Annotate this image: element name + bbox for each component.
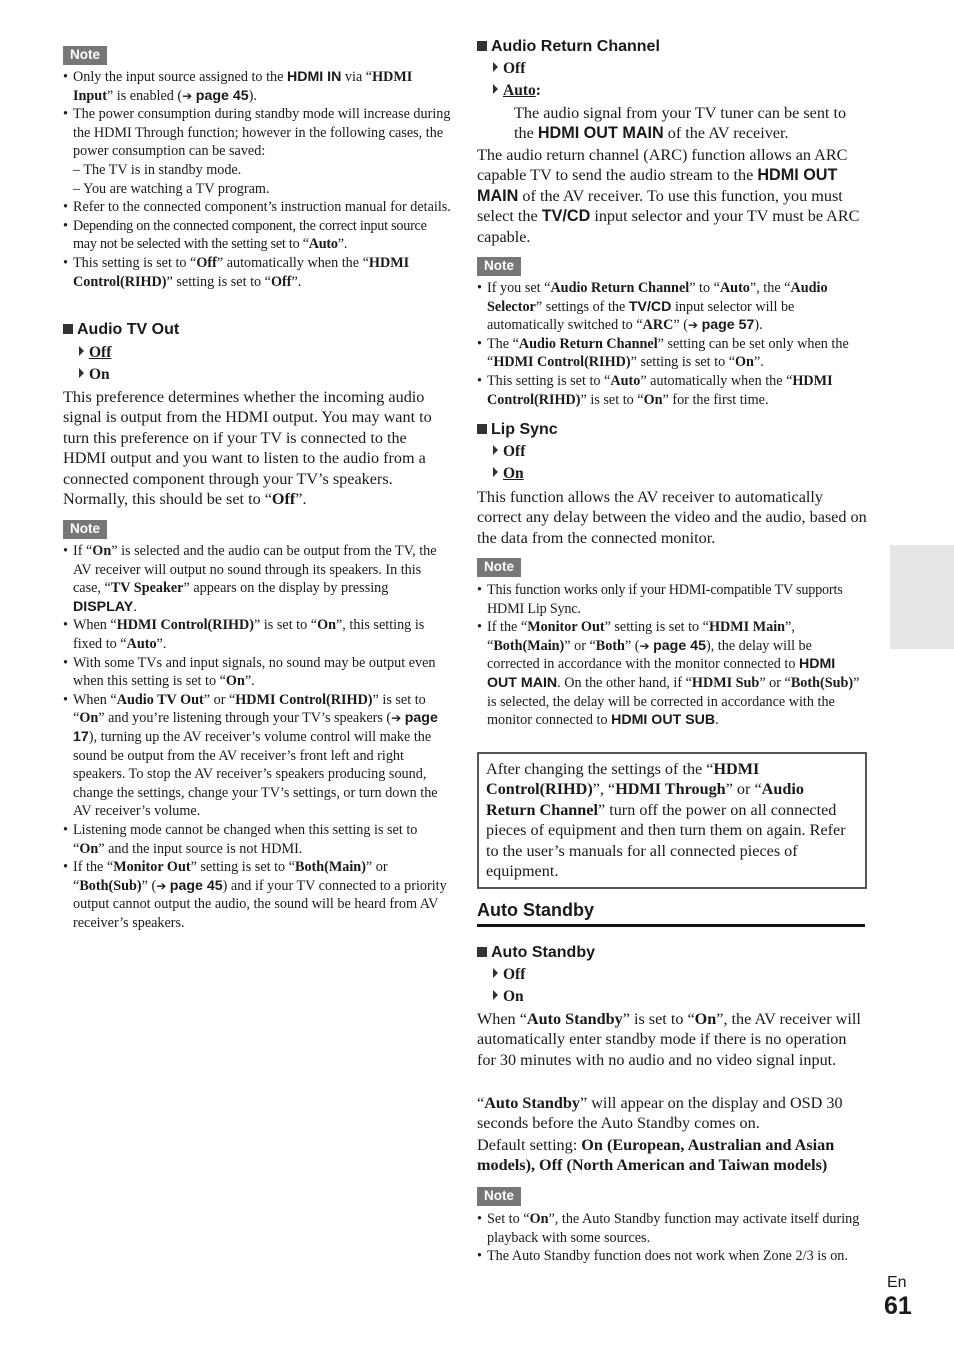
language-label: En xyxy=(887,1274,907,1291)
side-tab xyxy=(890,545,954,649)
list-item: • Set to “On”, the Auto Standby function may activate itself during playback with some sources. xyxy=(477,1210,867,1247)
option-on: On xyxy=(493,463,525,485)
option-off: Off xyxy=(493,441,525,463)
note-badge: Note xyxy=(63,520,107,539)
arc-body: The audio return channel (ARC) function allows an ARC capable TV to send the audio stream to the HDMI OUT MAIN of the AV receiver. To use this function, you must select the TV/CD input selector and your TV must be ARC capable. xyxy=(477,146,860,246)
option-off: Off xyxy=(493,964,525,986)
list-item: • If “On” is selected and the audio can be output from the TV, the AV receiver will output no sound through its speakers. In this case, “TV Speaker” appears on the display by pressing DISPLAY. xyxy=(63,542,451,616)
list-item: • Only the input source assigned to the HDMI IN via “HDMI Input” is enabled (➔ page 45). xyxy=(63,68,451,105)
section-title: Auto Standby xyxy=(477,898,865,927)
option-on: On xyxy=(493,986,525,1008)
page-number: 61 xyxy=(884,1292,912,1320)
audio-tv-out-body: This preference determines whether the incoming audio signal is output from the HDMI output. You may want to turn this preference on if your TV is connected to the HDMI output and you want to listen to the audio from a connected component through your TV’s speakers. Normally, this should be set to “Off”. xyxy=(63,388,432,509)
note-badge: Note xyxy=(63,46,107,65)
list-item: • When “Audio TV Out” or “HDMI Control(RIHD)” is set to “On” and you’re listening through your TV’s speakers (➔ page 17), turning up the AV receiver’s volume control will make the sound be output from the AV receiver’s front left and right speakers. To stop the AV receiver’s speakers producing sound, change the settings, change your TV’s settings, or turn down the AV receiver’s volume. xyxy=(63,691,451,821)
lip-sync-heading: Lip Sync xyxy=(477,420,558,440)
list-item: • This setting is set to “Off” automatically when the “HDMI Control(RIHD)” setting is set to “Off”. xyxy=(63,254,451,291)
list-item: • If you set “Audio Return Channel” to “Auto”, the “Audio Selector” settings of the TV/CD input selector will be automatically switched to “ARC” (➔ page 57). xyxy=(477,279,867,335)
note-list-1 xyxy=(63,68,451,291)
list-item: • This setting is set to “Auto” automatically when the “HDMI Control(RIHD)” is set to “On” for the first time. xyxy=(477,372,867,409)
list-item: – The TV is in standby mode. xyxy=(73,161,242,178)
note-list-3 xyxy=(477,279,867,409)
list-item: • The “Audio Return Channel” setting can be set only when the “HDMI Control(RIHD)” setting is set to “On”. xyxy=(477,335,867,372)
list-item: • If the “Monitor Out” setting is set to “Both(Main)” or “Both(Sub)” (➔ page 45) and if your TV connected to a priority output cannot output the audio, the sound will be heard from AV receiver’s speakers. xyxy=(63,858,451,932)
list-item: • Depending on the connected component, the correct input source may not be selected with the setting set to “Auto”. xyxy=(63,217,451,254)
note-list-2 xyxy=(63,542,451,932)
note-badge: Note xyxy=(477,558,521,577)
option-off: Off xyxy=(79,342,111,364)
arc-heading: Audio Return Channel xyxy=(477,37,660,57)
list-item: • The power consumption during standby mode will increase during the HDMI Through function; however in the following cases, the power consumption can be saved: xyxy=(63,105,451,161)
lip-sync-body: This function allows the AV receiver to automatically correct any delay between the video and the audio, based on the data from the connected monitor. xyxy=(477,488,867,547)
note-list-4 xyxy=(477,581,867,730)
option-auto: Auto: xyxy=(493,80,541,102)
list-item: • Refer to the connected component’s instruction manual for details. xyxy=(63,198,451,217)
note-list-5 xyxy=(477,1210,867,1266)
option-on: On xyxy=(79,364,111,386)
auto-standby-body-2: “Auto Standby” will appear on the display and OSD 30 seconds before the Auto Standby comes on. xyxy=(477,1094,843,1133)
arc-auto-desc: The audio signal from your TV tuner can be sent to the HDMI OUT MAIN of the AV receiver. xyxy=(514,104,847,143)
note-badge: Note xyxy=(477,1187,521,1206)
auto-standby-body: When “Auto Standby” is set to “On”, the AV receiver will automatically enter standby mode if there is no operation for 30 minutes with no audio and no video signal input. xyxy=(477,1010,861,1069)
list-item: • Listening mode cannot be changed when this setting is set to “On” and the input source is not HDMI. xyxy=(63,821,451,858)
audio-tv-out-heading: Audio TV Out xyxy=(63,320,179,340)
auto-standby-heading: Auto Standby xyxy=(477,943,595,963)
list-item: • If the “Monitor Out” setting is set to “HDMI Main”, “Both(Main)” or “Both” (➔ page 45), the delay will be corrected in accordance with the monitor connected to HDMI OUT MAIN. On the other hand, if “HDMI Sub” or “Both(Sub)” is selected, the delay will be corrected in accordance with the monitor connected to HDMI OUT SUB. xyxy=(477,618,867,730)
option-off: Off xyxy=(493,58,541,80)
list-item: • The Auto Standby function does not work when Zone 2/3 is on. xyxy=(477,1247,867,1266)
info-box: After changing the settings of the “HDMI Control(RIHD)”, “HDMI Through” or “Audio Return Channel” turn off the power on all connected pieces of equipment and then turn them on again. Refer to the user’s manuals for all connected pieces of equipment. xyxy=(477,752,867,889)
list-item: – You are watching a TV program. xyxy=(73,180,270,197)
list-item: • This function works only if your HDMI-compatible TV supports HDMI Lip Sync. xyxy=(477,581,867,618)
list-item: • With some TVs and input signals, no sound may be output even when this setting is set to “On”. xyxy=(63,654,451,691)
default-setting: Default setting: On (European, Australian and Asian models), Off (North American and Taiwan models) xyxy=(477,1136,835,1175)
list-item: • When “HDMI Control(RIHD)” is set to “On”, this setting is fixed to “Auto”. xyxy=(63,616,451,653)
note-badge: Note xyxy=(477,257,521,276)
